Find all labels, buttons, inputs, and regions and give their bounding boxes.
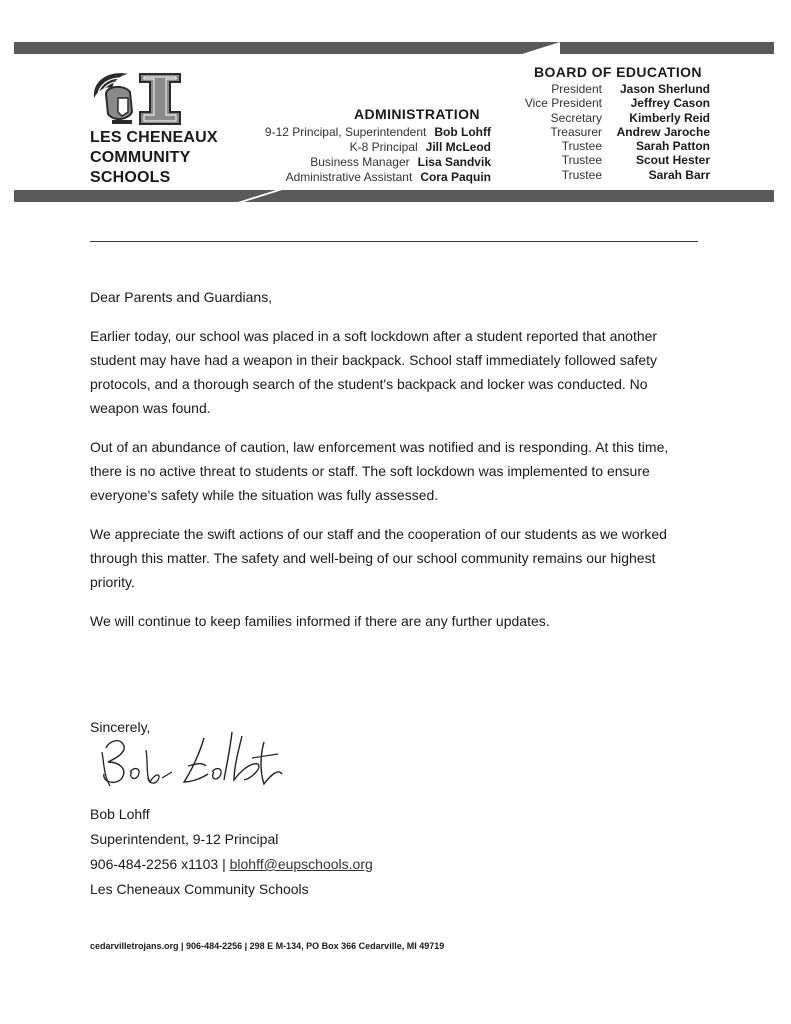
member-role: 9-12 Principal, Superintendent [264,125,427,139]
signer-title: Superintendent, 9-12 Principal [90,831,279,847]
member-role: Trustee [561,139,602,154]
letter-paragraph: We will continue to keep families informed if there are any further updates. [90,613,550,629]
district-name [90,128,218,188]
board-member [500,111,710,125]
administration-member [200,155,491,170]
member-name: Jason Sherlund [619,82,710,96]
contact-separator: | [222,856,226,872]
member-role: President [551,82,602,96]
salutation: Dear Parents and Guardians, [90,289,273,305]
member-name: Jeffrey Cason [630,96,710,111]
member-role: Administrative Assistant [285,170,413,184]
board-member [500,153,710,167]
trojan-logo [88,68,188,126]
administration-member [200,140,491,155]
board-list [500,82,710,182]
administration-member [200,125,491,140]
signature [92,722,292,802]
member-role: K-8 Principal [349,140,418,154]
header-top-bar-notch [500,42,560,54]
closing: Sincerely, [90,719,151,735]
member-name: Kimberly Reid [629,110,710,125]
footer-contact: cedarvilletrojans.org | 906-484-2256 | 298 E M-134, PO Box 366 Cedarville, MI 49719 [90,941,445,951]
signer-name: Bob Lohff [90,806,150,822]
header-divider [90,241,698,242]
signature-block [90,802,373,902]
member-name: Andrew Jaroche [616,124,710,139]
signer-organization: Les Cheneaux Community Schools [90,881,309,897]
member-name: Lisa Sandvik [417,155,491,169]
board-member [500,139,710,153]
member-role: Business Manager [310,155,410,169]
administration-list [200,125,491,185]
district-name-line: COMMUNITY [90,149,191,166]
board-member [500,82,710,96]
board-member [500,168,710,182]
member-role: Secretary [550,110,602,125]
member-role: Trustee [561,167,602,182]
board-member [500,96,710,110]
signer-phone: 906-484-2256 x1103 [90,856,219,872]
member-name: Sarah Barr [648,167,710,182]
member-name: Bob Lohff [434,125,491,139]
member-name: Jill McLeod [425,140,491,154]
member-name: Cora Paquin [420,170,491,184]
header-top-bar [14,42,774,54]
letter-paragraph: Earlier today, our school was placed in a soft lockdown after a student reported that another student may have had a weapon in their backpack. School staff immediately followed safety protocols, and a thorough search of the student's backpack and locker was conducted. No weapon was found. [90,328,658,416]
member-role: Trustee [561,153,602,168]
board-heading: BOARD OF EDUCATION [534,64,702,80]
board-member [500,125,710,139]
letter-body [90,285,690,648]
letter-paragraph: Out of an abundance of caution, law enforcement was notified and is responding. At this time, there is no active threat to students or staff. The soft lockdown was implemented to ensure everyone's safety while the situation was fully assessed. [90,439,669,503]
header-bottom-bar [14,190,774,202]
member-name: Scout Hester [635,153,710,168]
administration-heading: ADMINISTRATION [354,106,480,122]
header-bottom-bar-notch [238,190,282,202]
signer-contact [90,852,373,877]
letter-paragraph: We appreciate the swift actions of our staff and the cooperation of our students as we worked through this matter. The safety and well-being of our school community remains our highest priority. [90,526,667,590]
member-role: Vice President [524,96,602,111]
district-name-line: LES CHENEAUX [90,129,218,146]
district-name-line: SCHOOLS [90,169,171,186]
member-role: Treasurer [550,124,602,139]
administration-member [200,170,491,185]
member-name: Sarah Patton [635,139,710,154]
signer-email-link[interactable]: blohff@eupschools.org [229,856,373,872]
